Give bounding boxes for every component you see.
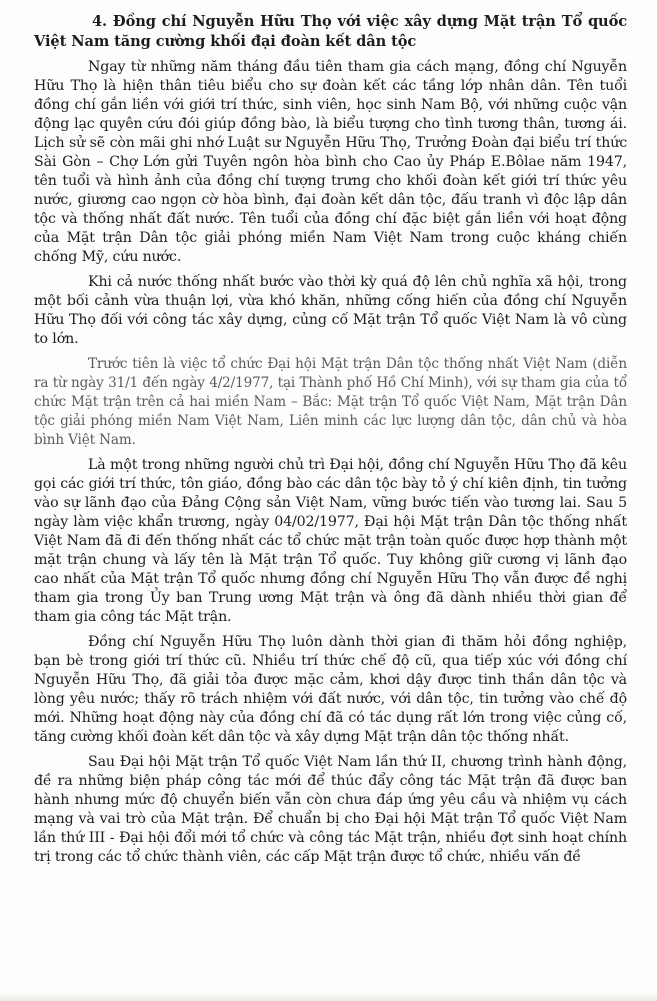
paragraph-5: Đồng chí Nguyễn Hữu Thọ luôn dành thời gian đi thăm hỏi đồng nghiệp, bạn bè trong giới trí thức cũ. Nhiều trí thức chế độ cũ, qua tiếp xúc với đồng chí Nguyễn Hữu Thọ, đã giải tỏa được mặc cảm, khơi dậy được tinh thần dân tộc và lòng yêu nước; thấy rõ trách nhiệm với đất nước, với dân tộc, tin tưởng vào chế độ mới. Những hoạt động này của đồng chí đã có tác dụng rất lớn trong việc củng cố, tăng cường khối đoàn kết dân tộc và xây dựng Mặt trận dân tộc thống nhất.	[34, 634, 627, 745]
paragraph-1: Ngay từ những năm tháng đầu tiên tham gia cách mạng, đồng chí Nguyễn Hữu Thọ là hiện thân tiêu biểu cho sự đoàn kết các tầng lớp nhân dân. Tên tuổi đồng chí gắn liền với giới trí thức, sinh viên, học sinh Nam Bộ, với những cuộc vận động lạc quyên cứu đói giúp đồng bào, là biểu tượng cho tình tương thân, tương ái. Lịch sử sẽ còn mãi ghi nhớ Luật sư Nguyễn Hữu Thọ, Trưởng Đoàn đại biểu trí thức Sài Gòn – Chợ Lớn gửi Tuyên ngôn hòa bình cho Cao ủy Pháp E.Bôlae năm 1947, tên tuổi và hình ảnh của đồng chí tượng trưng cho khối đoàn kết giới trí thức yêu nước, giương cao ngọn cờ hòa bình, đại đoàn kết dân tộc, đấu tranh vì độc lập dân tộc và thống nhất đất nước. Tên tuổi của đồng chí đặc biệt gắn liền với hoạt động của Mặt trận Dân tộc giải phóng miền Nam Việt Nam trong cuộc kháng chiến chống Mỹ, cứu nước.	[34, 59, 627, 265]
paragraph-4: Là một trong những người chủ trì Đại hội, đồng chí Nguyễn Hữu Thọ đã kêu gọi các giới trí thức, tôn giáo, đồng bào các dân tộc bày tỏ ý chí kiên định, tin tưởng vào sự lãnh đạo của Đảng Cộng sản Việt Nam, vững bước tiến vào tương lai. Sau 5 ngày làm việc khẩn trương, ngày 04/02/1977, Đại hội Mặt trận Dân tộc thống nhất Việt Nam đã đi đến thống nhất các tổ chức mặt trận toàn quốc được hợp thành một mặt trận chung và lấy tên là Mặt trận Tổ quốc. Tuy không giữ cương vị lãnh đạo cao nhất của Mặt trận Tổ quốc nhưng đồng chí Nguyễn Hữu Thọ vẫn được đề nghị tham gia trong Ủy ban Trung ương Mặt trận và ông đã dành nhiều thời gian để tham gia công tác Mặt trận.	[34, 457, 627, 625]
paragraph-2: Khi cả nước thống nhất bước vào thời kỳ quá độ lên chủ nghĩa xã hội, trong một bối cảnh vừa thuận lợi, vừa khó khăn, những cống hiến của đồng chí Nguyễn Hữu Thọ đối với công tác xây dựng, củng cố Mặt trận Tổ quốc Việt Nam là vô cùng to lớn.	[34, 274, 627, 347]
page-bottom-edge	[0, 993, 657, 1001]
paragraph-6: Sau Đại hội Mặt trận Tổ quốc Việt Nam lần thứ II, chương trình hành động, đề ra những biện pháp công tác mới để thúc đẩy công tác Mặt trận đã được ban hành nhưng mức độ chuyển biến vẫn còn chưa đáp ứng yêu cầu và nhiệm vụ cách mạng và vai trò của Mặt trận. Để chuẩn bị cho Đại hội Mặt trận Tổ quốc Việt Nam lần thứ III - Đại hội đổi mới tổ chức và công tác Mặt trận, nhiều đợt sinh hoạt chính trị trong các tổ chức thành viên, các cấp Mặt trận được tổ chức, nhiều vấn đề	[34, 754, 627, 865]
section-heading: 4. Đồng chí Nguyễn Hữu Thọ với việc xây dựng Mặt trận Tổ quốc Việt Nam tăng cường khối đại đoàn kết dân tộc	[34, 13, 627, 50]
paragraph-3: Trước tiên là việc tổ chức Đại hội Mặt trận Dân tộc thống nhất Việt Nam (diễn ra từ ngày 31/1 đến ngày 4/2/1977, tại Thành phố Hồ Chí Minh), với sự tham gia của tổ chức Mặt trận trên cả hai miền Nam – Bắc: Mặt trận Tổ quốc Việt Nam, Mặt trận Dân tộc giải phóng miền Nam Việt Nam, Liên minh các lực lượng dân tộc, dân chủ và hòa bình Việt Nam.	[34, 356, 627, 448]
